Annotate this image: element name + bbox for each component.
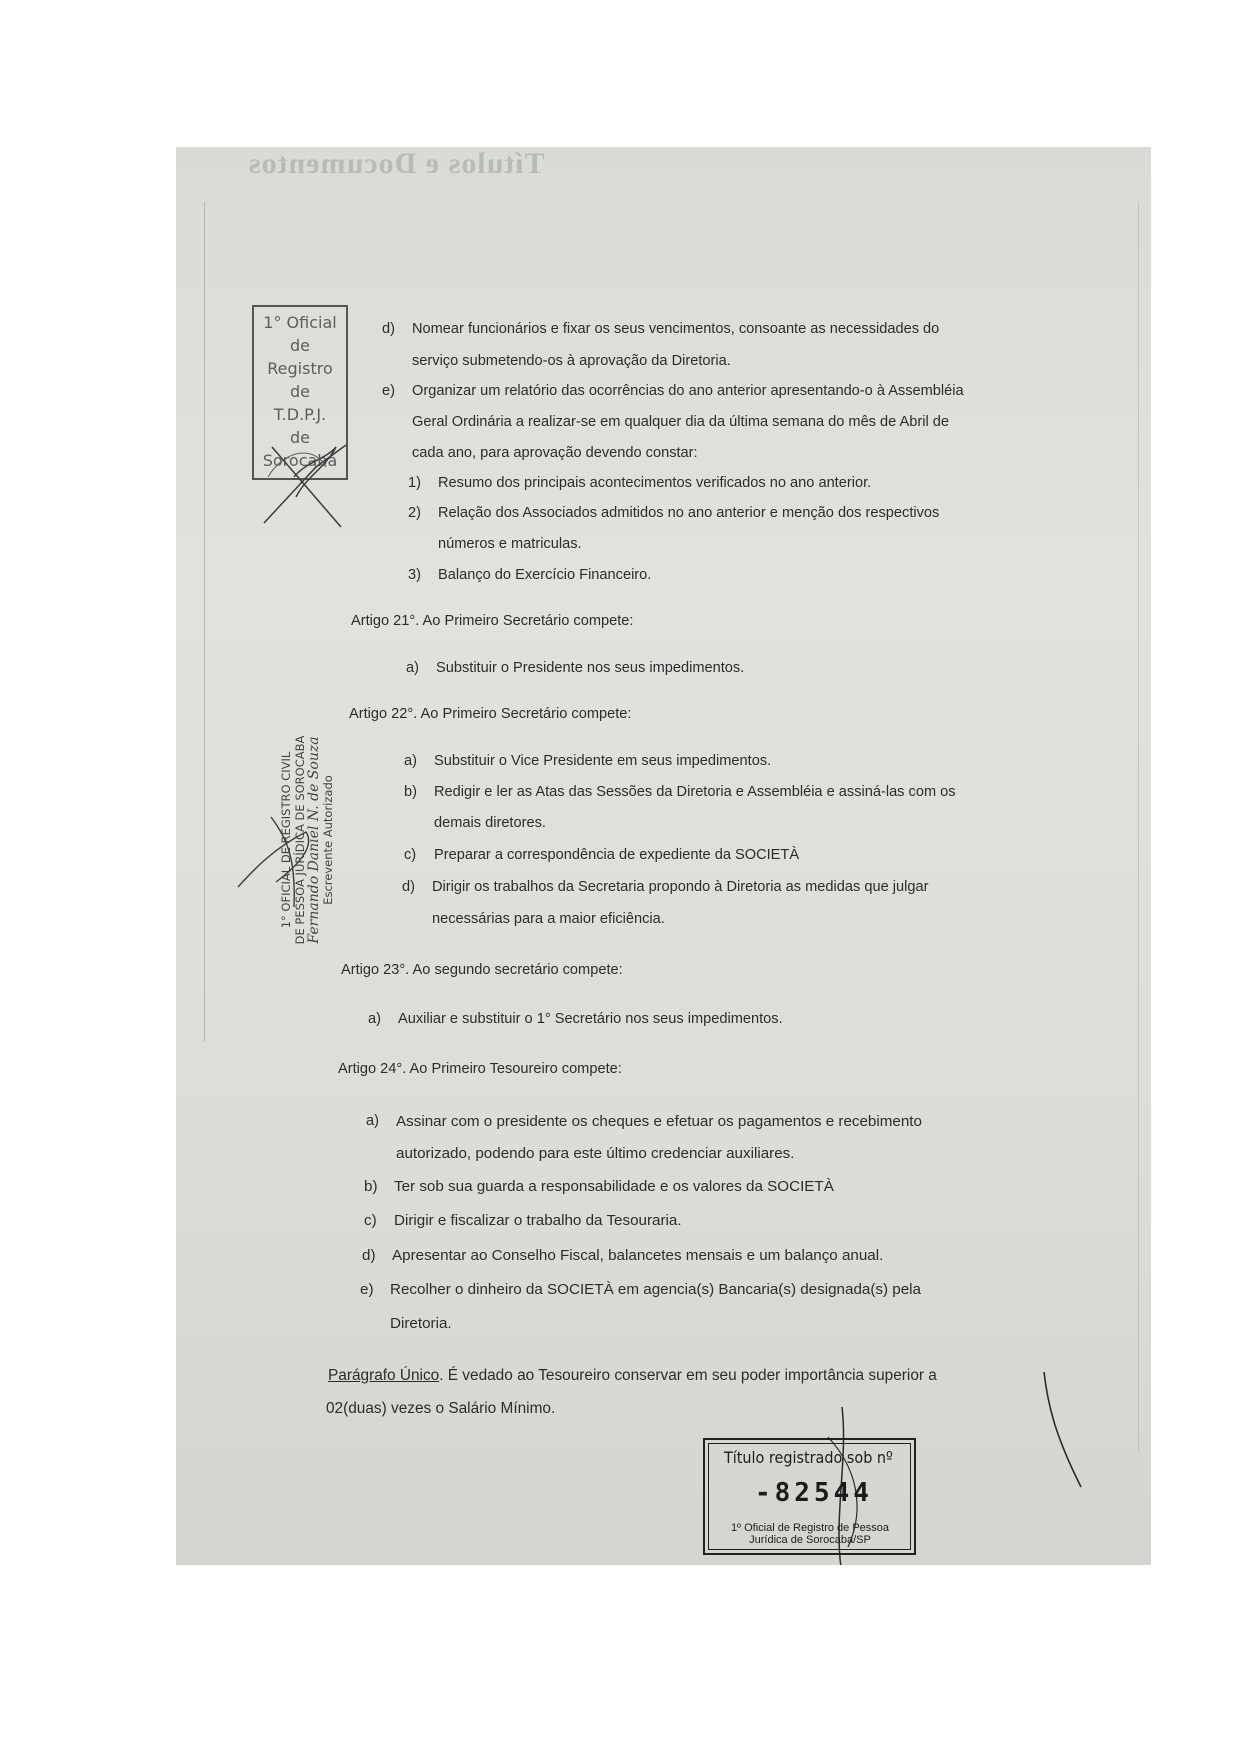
- list-marker: 3): [408, 567, 421, 583]
- list-marker: d): [402, 879, 415, 895]
- stamp-line: de: [290, 428, 310, 447]
- text-line: Apresentar ao Conselho Fiscal, balancetes mensais e um balanço anual.: [392, 1247, 884, 1264]
- stamp-signature-name: Fernando Daniel N. de Souza: [306, 736, 322, 944]
- paragraph-label: Parágrafo Único: [328, 1367, 440, 1384]
- article-label: Artigo 23°: [341, 962, 406, 978]
- stamp-line: Jurídica de Sorocaba/SP: [749, 1534, 871, 1546]
- text-line: necessárias para a maior eficiência.: [432, 911, 665, 927]
- stamp-titulo-registrado: [703, 1438, 916, 1555]
- article-label: Artigo 22°: [349, 706, 414, 722]
- registration-number: -82544: [755, 1478, 873, 1508]
- article-heading: [351, 613, 633, 629]
- paragraph-text: . É vedado ao Tesoureiro conservar em seu poder importância superior a: [439, 1367, 937, 1384]
- stamp-line: T.D.P.J.: [273, 405, 327, 424]
- paragraph-line: [328, 1367, 937, 1385]
- list-marker: a): [406, 660, 419, 676]
- text-line: Auxiliar e substituir o 1° Secretário nos seus impedimentos.: [398, 1011, 783, 1027]
- article-text: . Ao segundo secretário compete:: [405, 962, 623, 978]
- article-text: . Ao Primeiro Tesoureiro compete:: [402, 1061, 622, 1077]
- stamp-line: de: [290, 382, 310, 401]
- article-heading: [338, 1061, 622, 1077]
- list-marker: c): [404, 847, 417, 863]
- article-label: Artigo 21°: [351, 613, 416, 629]
- list-marker: e): [382, 383, 395, 399]
- text-line: serviço submetendo-os à aprovação da Diretoria.: [412, 353, 731, 369]
- text-line: Organizar um relatório das ocorrências do ano anterior apresentando-o à Assembléia: [412, 383, 964, 399]
- stamp-line: Escrevente Autorizado: [321, 775, 335, 905]
- text-line: demais diretores.: [434, 815, 546, 831]
- list-marker: c): [364, 1212, 377, 1229]
- article-heading: [341, 962, 623, 978]
- stamp-line: 1° Oficial: [263, 313, 337, 332]
- stamp-line: Registro: [267, 359, 333, 378]
- text-line: Diretoria.: [390, 1315, 452, 1332]
- article-heading: [349, 706, 631, 722]
- article-label: Artigo 24°: [338, 1061, 403, 1077]
- text-line: Preparar a correspondência de expediente da SOCIETÀ: [434, 847, 800, 863]
- list-marker: b): [404, 784, 417, 800]
- list-marker: a): [368, 1011, 381, 1027]
- stamp-line: de: [290, 336, 310, 355]
- text-line: Balanço do Exercício Financeiro.: [438, 567, 652, 583]
- text-line: Relação dos Associados admitidos no ano anterior e menção dos respectivos: [438, 505, 940, 521]
- text-line: Redigir e ler as Atas das Sessões da Diretoria e Assembléia e assiná-las com os: [434, 784, 956, 800]
- paragraph-line: 02(duas) vezes o Salário Mínimo.: [326, 1400, 556, 1417]
- text-line: autorizado, podendo para este último credenciar auxiliares.: [396, 1145, 795, 1162]
- list-marker: d): [382, 321, 395, 337]
- bleed-through-text: Títulos e Documentos: [248, 147, 545, 180]
- article-text: . Ao Primeiro Secretário compete:: [415, 613, 634, 629]
- stamp-title: Título registrado sob nº: [724, 1448, 893, 1467]
- stamp-line: 1º Oficial de Registro de Pessoa: [730, 1522, 890, 1534]
- text-line: cada ano, para aprovação devendo constar:: [412, 445, 698, 461]
- list-marker: 1): [408, 475, 421, 491]
- list-marker: 2): [408, 505, 421, 521]
- text-line: Resumo dos principais acontecimentos verificados no ano anterior.: [438, 475, 872, 491]
- text-line: números e matriculas.: [438, 536, 582, 552]
- text-line: Geral Ordinária a realizar-se em qualquer dia da última semana do mês de Abril de: [412, 414, 949, 430]
- text-line: Dirigir os trabalhos da Secretaria propondo à Diretoria as medidas que julgar: [432, 879, 929, 895]
- text-line: Nomear funcionários e fixar os seus vencimentos, consoante as necessidades do: [412, 321, 940, 337]
- document-body: [176, 147, 1151, 1565]
- list-marker: a): [366, 1113, 379, 1129]
- text-line: Assinar com o presidente os cheques e efetuar os pagamentos e recebimento: [396, 1113, 922, 1130]
- stamp-line: Sorocaba: [262, 451, 338, 470]
- list-marker: e): [360, 1281, 374, 1298]
- text-line: Recolher o dinheiro da SOCIETÀ em agencia(s) Bancaria(s) designada(s) pela: [390, 1281, 921, 1298]
- stamp-line: 1° OFICIAL DE REGISTRO CIVIL: [279, 751, 293, 929]
- list-marker: d): [362, 1247, 376, 1264]
- text-line: Ter sob sua guarda a responsabilidade e os valores da SOCIETÀ: [394, 1178, 834, 1195]
- stamp-office: [722, 1522, 898, 1546]
- article-text: . Ao Primeiro Secretário compete:: [413, 706, 632, 722]
- text-line: Substituir o Presidente nos seus impedimentos.: [436, 660, 745, 676]
- stamp-line: DE PESSOA JURÍDICA DE SOROCABA: [293, 735, 307, 945]
- list-marker: b): [364, 1178, 378, 1195]
- list-marker: a): [404, 753, 417, 769]
- document-sheet: [176, 147, 1151, 1565]
- text-line: Dirigir e fiscalizar o trabalho da Tesouraria.: [394, 1212, 682, 1229]
- text-line: Substituir o Vice Presidente em seus impedimentos.: [434, 753, 772, 769]
